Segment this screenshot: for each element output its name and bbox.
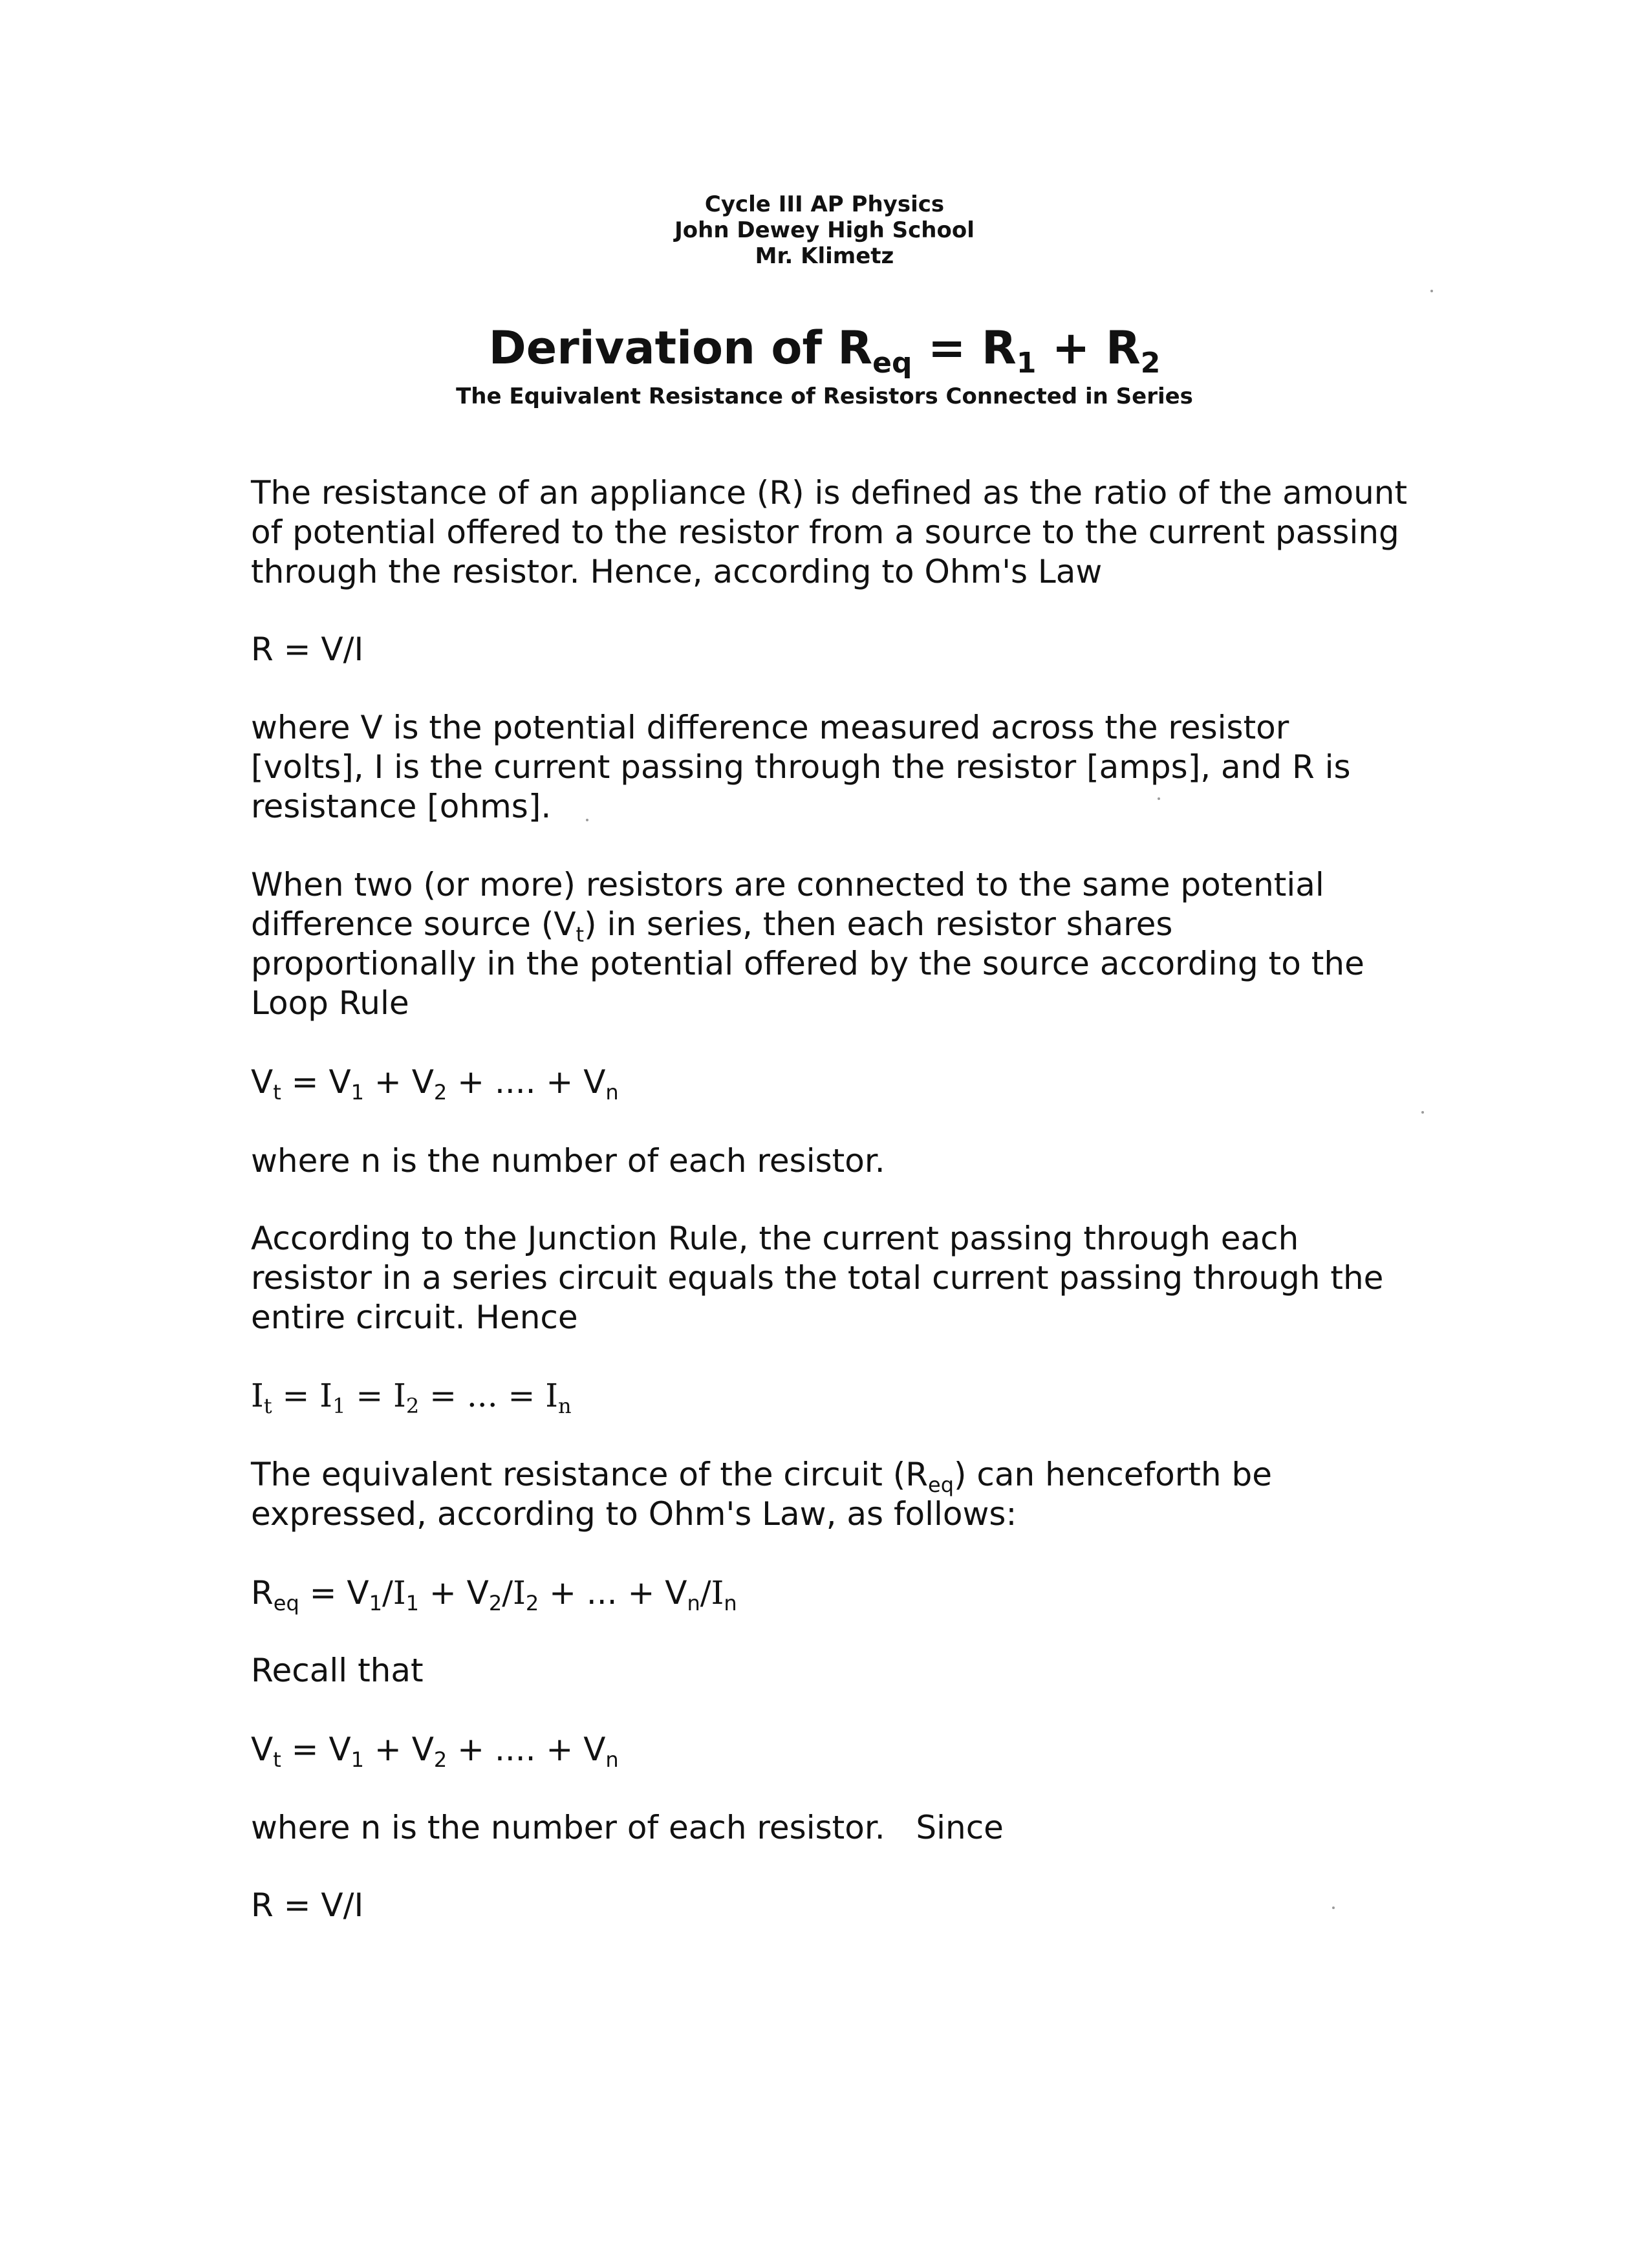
paragraph-n-definition-since: where n is the number of each resistor. Since <box>251 1809 1004 1846</box>
paragraph-n-definition: where n is the number of each resistor. <box>251 1142 885 1180</box>
paragraph-loop-rule: When two (or more) resistors are connected to the same potential difference source $(V_t)$ in series, then each resistor shares proportionally in the potential offered by the source according to the Loop Rule <box>251 866 1364 1022</box>
scan-speck <box>1430 290 1433 292</box>
equation-loop-rule-repeat: $V_t = V_1 + V_2$ + .... + $V_n$ <box>251 1731 619 1772</box>
equation-loop-rule: $V_t = V_1 + V_2$ + .... + $V_n$ <box>251 1063 619 1105</box>
scan-speck <box>586 819 588 821</box>
equation-equivalent-resistance: $R_{eq} = V_1/I_1 + V_2/I_2$ + ... + $V_n/I_n$ <box>251 1574 737 1615</box>
page-title: Derivation of $R_{eq} = R_1 + R_2$ <box>488 321 1161 380</box>
paragraph-ohms-law-intro: The resistance of an appliance (R) is defined as the ratio of the amount of potential offered to the resistor from a source to the current passing through the resistor. Hence, according to Ohm's Law <box>251 474 1408 590</box>
equation-ohms-law-repeat: R = V/I <box>251 1886 364 1924</box>
paragraph-recall: Recall that <box>251 1652 424 1689</box>
scan-speck <box>1158 797 1160 800</box>
paragraph-equivalent-resistance: The equivalent resistance of the circuit $(R_{eq})$ can henceforth be expressed, according to Ohm's Law, as follows: <box>251 1456 1272 1533</box>
paragraph-junction-rule: According to the Junction Rule, the current passing through each resistor in a series circuit equals the total current passing through the entire circuit. Hence <box>251 1220 1384 1336</box>
equation-ohms-law: R = V/I <box>251 631 364 668</box>
school-name: John Dewey High School <box>674 217 975 243</box>
page-subtitle: The Equivalent Resistance of Resistors Connected in Series <box>456 383 1193 409</box>
scan-speck <box>1332 1906 1335 1909</box>
paragraph-variable-definitions: where V is the potential difference measured across the resistor [volts], I is the current passing through the resistor [amps], and R is resistance [ohms]. <box>251 709 1351 825</box>
course-name: Cycle III AP Physics <box>704 191 945 217</box>
equation-junction-rule: $I_t = I_1 = I_2$ = ... = $I_n$ <box>251 1377 572 1418</box>
teacher-name: Mr. Klimetz <box>755 243 894 269</box>
scan-speck <box>1421 1111 1424 1114</box>
